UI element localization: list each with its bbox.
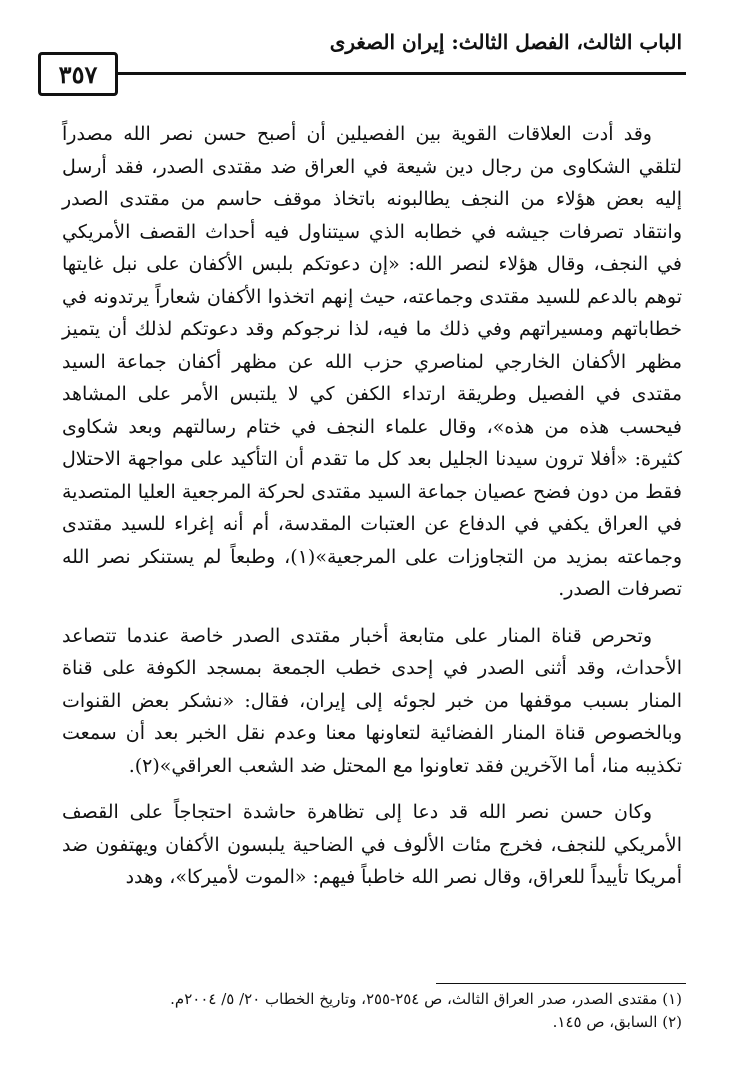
body-text <box>62 118 682 908</box>
header-rule <box>118 72 686 75</box>
footnote-separator <box>436 983 686 984</box>
paragraph-3: وكان حسن نصر الله قد دعا إلى تظاهرة حاشدة احتجاجاً على القصف الأمريكي للنجف، فخرج مئات الألوف في الضاحية يلبسون الأكفان ويهتفون ضد أمريكا تأييداً للعراق، وقال نصر الله خاطباً فيهم: «الموت لأميركا»، وهدد <box>62 801 682 888</box>
paragraph-1: وقد أدت العلاقات القوية بين الفصيلين أن أصبح حسن نصر الله مصدراً لتلقي الشكاوى من رجال دين شيعة في العراق ضد مقتدى الصدر، فقد أرسل إليه بعض هؤلاء من النجف يطالبونه باتخاذ موقف حاسم من مقتدى الصدر وانتقاد تصرفات جيشه في خطابه الذي سيتناول فيه أحداث القصف الأمريكي في النجف، وقال هؤلاء لنصر الله: «إن دعوتكم بلبس الأكفان على نبل غايتها توهم بالدعم للسيد مقتدى وجماعته، حيث إنهم اتخذوا الأكفان شعاراً يرتدونه في خطاباتهم ومسيراتهم وفي ذلك ما فيه، لذا نرجوكم وقد دعوتكم لذلك أن يتميز مظهر الأكفان الخارجي لمناصري حزب الله عن مظهر أكفان جماعة السيد مقتدى في الفصيل وطريقة ارتداء الكفن كي لا يلتبس الأمر على المشاهد فيحسب هذه من هذه»، وقال علماء النجف في ختام رسالتهم وبعد شكاوى كثيرة: «أفلا ترون سيدنا الجليل بعد كل ما تقدم أن التأكيد على مواجهة الاحتلال فقط من دون فضح عصيان جماعة السيد مقتدى لحركة المرجعية العليا المتصدية في العراق يكفي في الدفاع عن العتبات المقدسة، أم أنه إغراء للسيد مقتدى وجماعته بمزيد من التجاوزات على المرجعية»(١)، وطبعاً لم يستنكر نصر الله تصرفات الصدر. <box>62 123 683 600</box>
running-header-title: الباب الثالث، الفصل الثالث: إيران الصغرى <box>329 30 682 54</box>
footnotes <box>62 988 682 1034</box>
page-number: ٣٥٧ <box>38 52 118 96</box>
footnote-1: (١) مقتدى الصدر، صدر العراق الثالث، ص ٢٥٤-٢٥٥، وتاريخ الخطاب ٢٠/ ٥/ ٢٠٠٤م. <box>170 990 682 1008</box>
footnote-2: (٢) السابق، ص ١٤٥. <box>552 1013 682 1031</box>
paragraph-2: وتحرص قناة المنار على متابعة أخبار مقتدى الصدر خاصة عندما تتصاعد الأحداث، وقد أثنى الصدر في إحدى خطب الجمعة بمسجد الكوفة على قناة المنار بسبب موقفها من خبر لجوئه إلى إيران، فقال: «نشكر بعض القنوات وبالخصوص قناة المنار الفضائية لتعاونها معنا وعدم نقل الخبر بعد أن سمعت تكذيبه منا، أما الآخرين فقد تعاونوا مع المحتل ضد الشعب العراقي»(٢). <box>62 624 682 777</box>
